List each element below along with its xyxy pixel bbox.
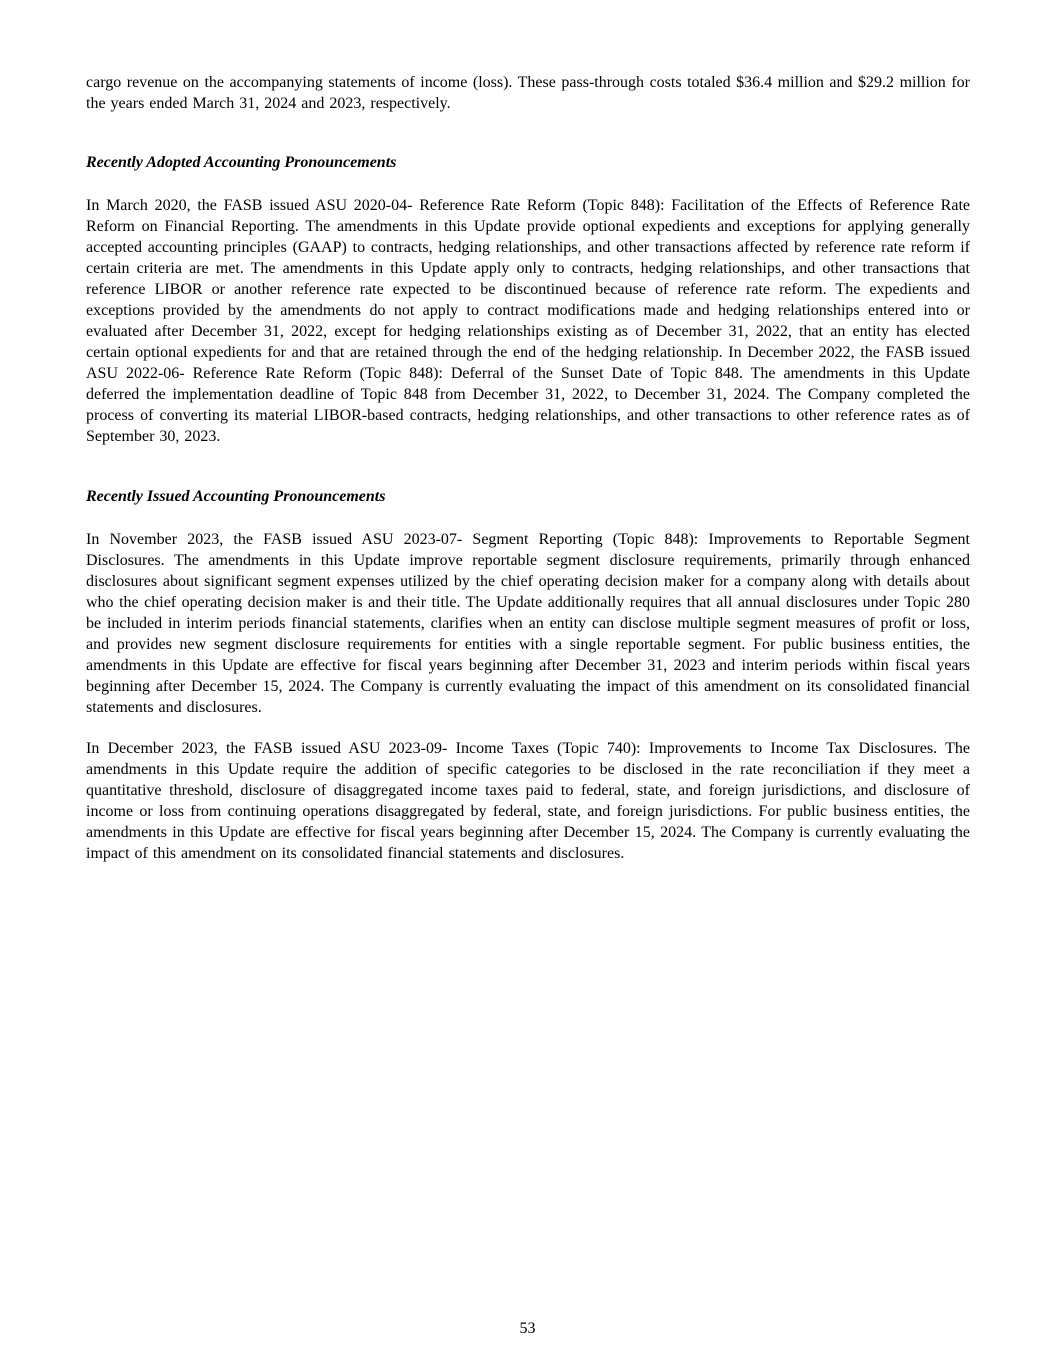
page-number: 53 [519,1320,536,1337]
document-body [86,72,970,864]
issued-pronouncements-paragraph-1: In November 2023, the FASB issued ASU 2023-07- Segment Reporting (Topic 848): Improvements to Reportable Segment Disclosures. The amendments in this Update improve reportable segment disclosure requirements, primarily through enhanced disclosures about significant segment expenses utilized by the chief operating decision maker for a company along with details about who the chief operating decision maker is and their title. The Update additionally requires that all annual disclosures under Topic 280 be included in interim periods financial statements, clarifies when an entity can disclose multiple segment measures of profit or loss, and provides new segment disclosure requirements for entities with a single reportable segment. For public business entities, the amendments in this Update are effective for fiscal years beginning after December 31, 2023 and interim periods within fiscal years beginning after December 15, 2024. The Company is currently evaluating the impact of this amendment on its consolidated financial statements and disclosures. [86,531,970,716]
heading-recently-adopted: Recently Adopted Accounting Pronouncements [86,154,397,171]
intro-paragraph: cargo revenue on the accompanying statements of income (loss). These pass-through costs totaled $36.4 million and $29.2 million for the years ended March 31, 2024 and 2023, respectively. [86,74,970,112]
issued-pronouncements-paragraph-2: In December 2023, the FASB issued ASU 2023-09- Income Taxes (Topic 740): Improvements to Income Tax Disclosures. The amendments in this Update require the addition of specific categories to be disclosed in the rate reconciliation if they meet a quantitative threshold, disclosure of disaggregated income taxes paid to federal, state, and foreign jurisdictions, and disclosure of income or loss from continuing operations disaggregated by federal, state, and foreign jurisdictions. For public business entities, the amendments in this Update are effective for fiscal years beginning after December 15, 2024. The Company is currently evaluating the impact of this amendment on its consolidated financial statements and disclosures. [86,740,970,862]
heading-recently-issued: Recently Issued Accounting Pronouncements [86,488,386,505]
adopted-pronouncements-paragraph: In March 2020, the FASB issued ASU 2020-04- Reference Rate Reform (Topic 848): Facilitation of the Effects of Reference Rate Reform on Financial Reporting. The amendments in this Update provide optional expedients and exceptions for applying generally accepted accounting principles (GAAP) to contracts, hedging relationships, and other transactions affected by reference rate reform if certain criteria are met. The amendments in this Update apply only to contracts, hedging relationships, and other transactions that reference LIBOR or another reference rate expected to be discontinued because of reference rate reform. The expedients and exceptions provided by the amendments do not apply to contract modifications made and hedging relationships entered into or evaluated after December 31, 2022, except for hedging relationships existing as of December 31, 2022, that an entity has elected certain optional expedients for and that are retained through the end of the hedging relationship. In December 2022, the FASB issued ASU 2022-06- Reference Rate Reform (Topic 848): Deferral of the Sunset Date of Topic 848. The amendments in this Update deferred the implementation deadline of Topic 848 from December 31, 2022, to December 31, 2024. The Company completed the process of converting its material LIBOR-based contracts, hedging relationships, and other transactions to other reference rates as of September 30, 2023. [86,197,970,445]
